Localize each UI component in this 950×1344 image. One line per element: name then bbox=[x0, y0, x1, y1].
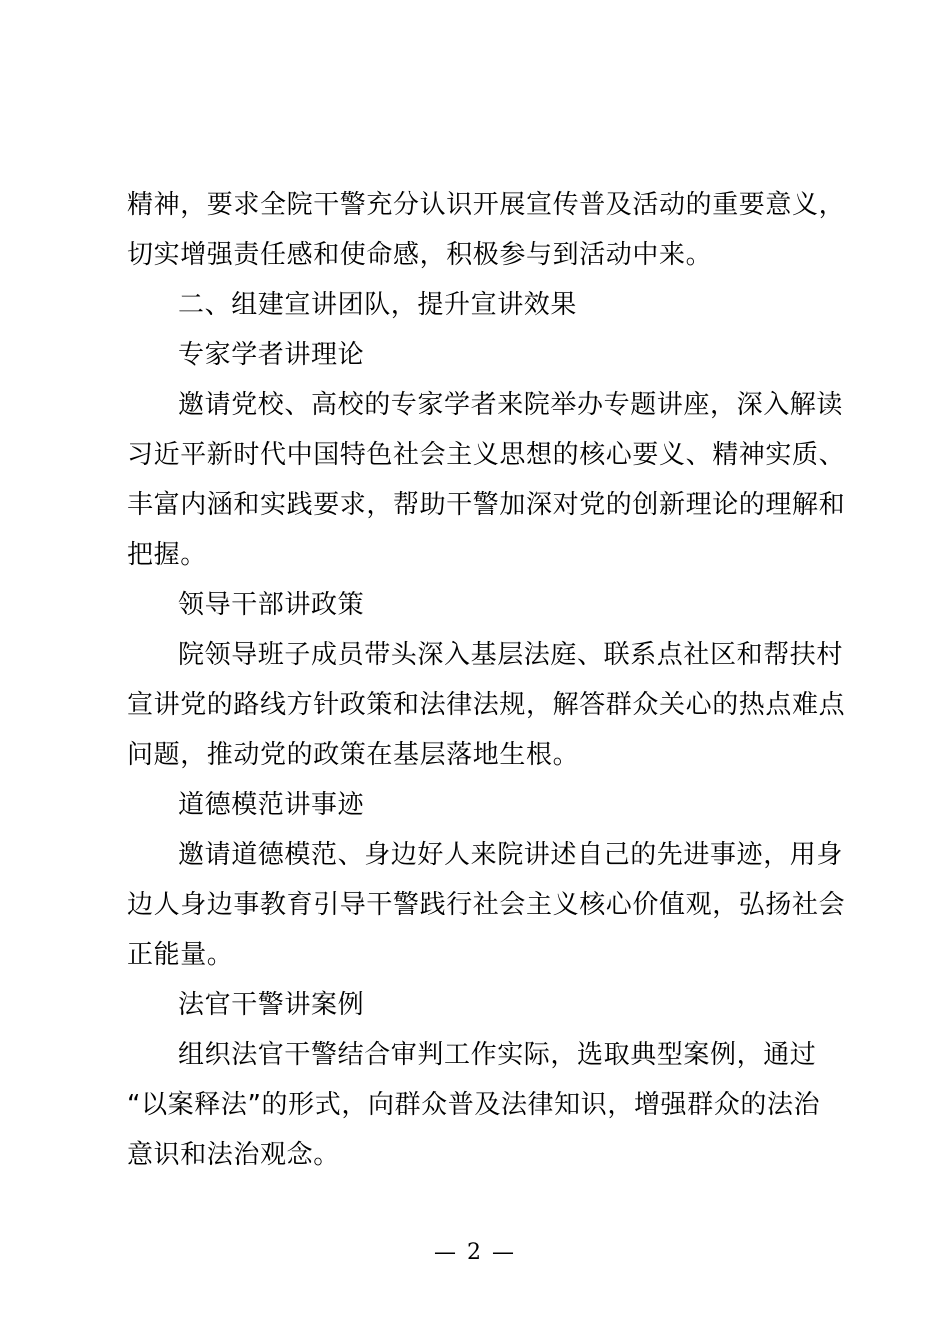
body-text-line: 意识和法治观念。 bbox=[127, 1140, 340, 1170]
body-text-line: 切实增强责任感和使命感，积极参与到活动中来。 bbox=[127, 240, 713, 270]
body-text-line: “以案释法”的形式，向群众普及法律知识，增强群众的法治 bbox=[127, 1090, 821, 1120]
body-text-line: 组织法官干警结合审判工作实际，选取典型案例，通过 bbox=[178, 1040, 817, 1070]
page-number: — 2 — bbox=[434, 1240, 516, 1265]
body-text-line: 精神，要求全院干警充分认识开展宣传普及活动的重要意义， bbox=[127, 190, 846, 220]
body-text-line: 院领导班子成员带头深入基层法庭、联系点社区和帮扶村 bbox=[178, 640, 844, 670]
subheading: 专家学者讲理论 bbox=[178, 340, 365, 370]
body-text-line: 邀请党校、高校的专家学者来院举办专题讲座，深入解读 bbox=[178, 390, 844, 420]
body-text-line: 正能量。 bbox=[127, 940, 234, 970]
body-text-line: 把握。 bbox=[127, 540, 207, 570]
body-text-line: 丰富内涵和实践要求，帮助干警加深对党的创新理论的理解和 bbox=[127, 490, 846, 520]
body-text-line: 习近平新时代中国特色社会主义思想的核心要义、精神实质、 bbox=[127, 440, 846, 470]
body-text-line: 邀请道德模范、身边好人来院讲述自己的先进事迹，用身 bbox=[178, 840, 844, 870]
subheading: 领导干部讲政策 bbox=[178, 590, 365, 620]
section-heading: 二、组建宣讲团队，提升宣讲效果 bbox=[178, 290, 578, 320]
body-text-line: 边人身边事教育引导干警践行社会主义核心价值观，弘扬社会 bbox=[127, 890, 846, 920]
body-text-line: 宣讲党的路线方针政策和法律法规，解答群众关心的热点难点 bbox=[127, 690, 846, 720]
subheading: 法官干警讲案例 bbox=[178, 990, 365, 1020]
subheading: 道德模范讲事迹 bbox=[178, 790, 365, 820]
body-text-line: 问题，推动党的政策在基层落地生根。 bbox=[127, 740, 580, 770]
